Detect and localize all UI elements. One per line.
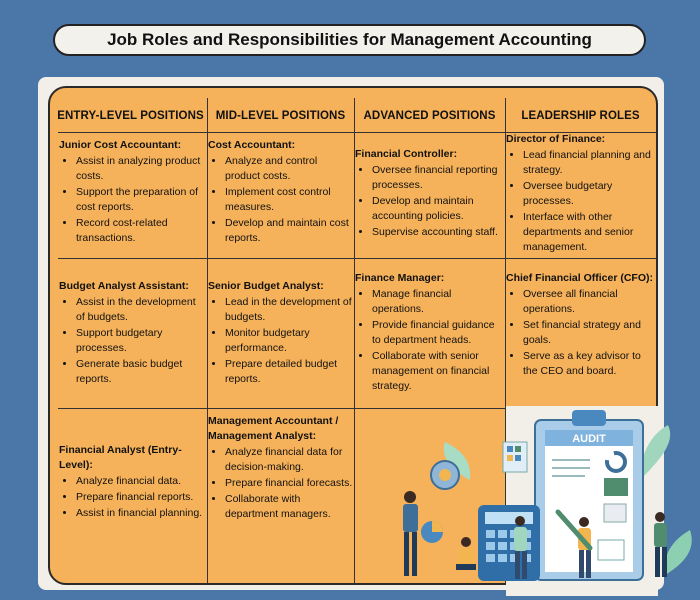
person-icon [456, 537, 476, 570]
responsibility-item: • Oversee financial reporting processes. [372, 163, 503, 193]
responsibility-item: • Oversee all financial operations. [523, 287, 656, 317]
responsibility-item: • Lead in the development of budgets. [225, 295, 354, 325]
responsibility-item: • Develop and maintain accounting policies. [372, 194, 503, 224]
responsibility-item: • Lead financial planning and strategy. [523, 148, 656, 178]
mini-chart-icon [604, 478, 628, 496]
responsibility-item: • Prepare financial forecasts. [225, 476, 354, 491]
role-title: Chief Financial Officer (CFO): [506, 272, 654, 284]
header-mid-level: MID-LEVEL POSITIONS [215, 110, 346, 122]
leaf-icon [664, 530, 691, 575]
role-title: Financial Analyst (Entry-Level): [59, 444, 182, 471]
role-title: Director of Finance: [506, 133, 606, 145]
header-entry-level: ENTRY-LEVEL POSITIONS [57, 110, 204, 122]
role-title: Senior Budget Analyst: [208, 280, 324, 292]
responsibility-item: • Implement cost control measures. [225, 185, 354, 215]
responsibility-item: • Assist in financial planning. [76, 506, 205, 521]
responsibility-item: • Prepare detailed budget reports. [225, 357, 354, 387]
header-advanced: ADVANCED POSITIONS [363, 110, 496, 122]
clipboard-clip [572, 410, 606, 426]
responsibility-item: • Set financial strategy and goals. [523, 318, 656, 348]
role-title: Budget Analyst Assistant: [59, 280, 189, 292]
responsibility-item: • Monitor budgetary performance. [225, 326, 354, 356]
audit-label: AUDIT [572, 433, 606, 445]
report-icon [598, 540, 624, 560]
responsibility-item: • Serve as a key advisor to the CEO and board. [523, 349, 656, 379]
person-icon [403, 491, 418, 576]
responsibility-item: • Generate basic budget reports. [76, 357, 205, 387]
responsibility-item: • Oversee budgetary processes. [523, 179, 656, 209]
responsibility-item: • Support budgetary processes. [76, 326, 205, 356]
responsibility-item: • Support the preparation of cost reports. [76, 185, 205, 215]
responsibility-item: • Record cost-related transactions. [76, 216, 205, 246]
responsibility-item: • Analyze financial data for decision-making. [225, 445, 354, 475]
responsibility-item: • Manage financial operations. [372, 287, 503, 317]
responsibility-item: • Provide financial guidance to department heads. [372, 318, 503, 348]
responsibility-item: • Develop and maintain cost reports. [225, 216, 354, 246]
responsibility-item: • Collaborate with senior management on financial strategy. [372, 349, 503, 394]
role-title: Junior Cost Accountant: [59, 139, 182, 151]
responsibility-item: • Analyze financial data. [76, 474, 205, 489]
role-title: Financial Controller: [355, 148, 458, 160]
responsibility-item: • Prepare financial reports. [76, 490, 205, 505]
role-title: Finance Manager: [355, 272, 445, 284]
responsibility-item: • Assist in the development of budgets. [76, 295, 205, 325]
page-title: Job Roles and Responsibilities for Management Accounting [53, 24, 646, 56]
mini-doc-icon [604, 504, 626, 522]
responsibility-item: • Analyze and control product costs. [225, 154, 354, 184]
responsibility-item: • Interface with other departments and senior management. [523, 210, 656, 255]
responsibility-item: • Collaborate with department managers. [225, 492, 354, 522]
role-title: Cost Accountant: [208, 139, 296, 151]
header-leadership: LEADERSHIP ROLES [521, 110, 640, 122]
responsibility-item: • Assist in analyzing product costs. [76, 154, 205, 184]
role-title: Management Accountant / Management Analyst: [208, 415, 339, 442]
responsibility-item: • Supervise accounting staff. [372, 225, 503, 240]
